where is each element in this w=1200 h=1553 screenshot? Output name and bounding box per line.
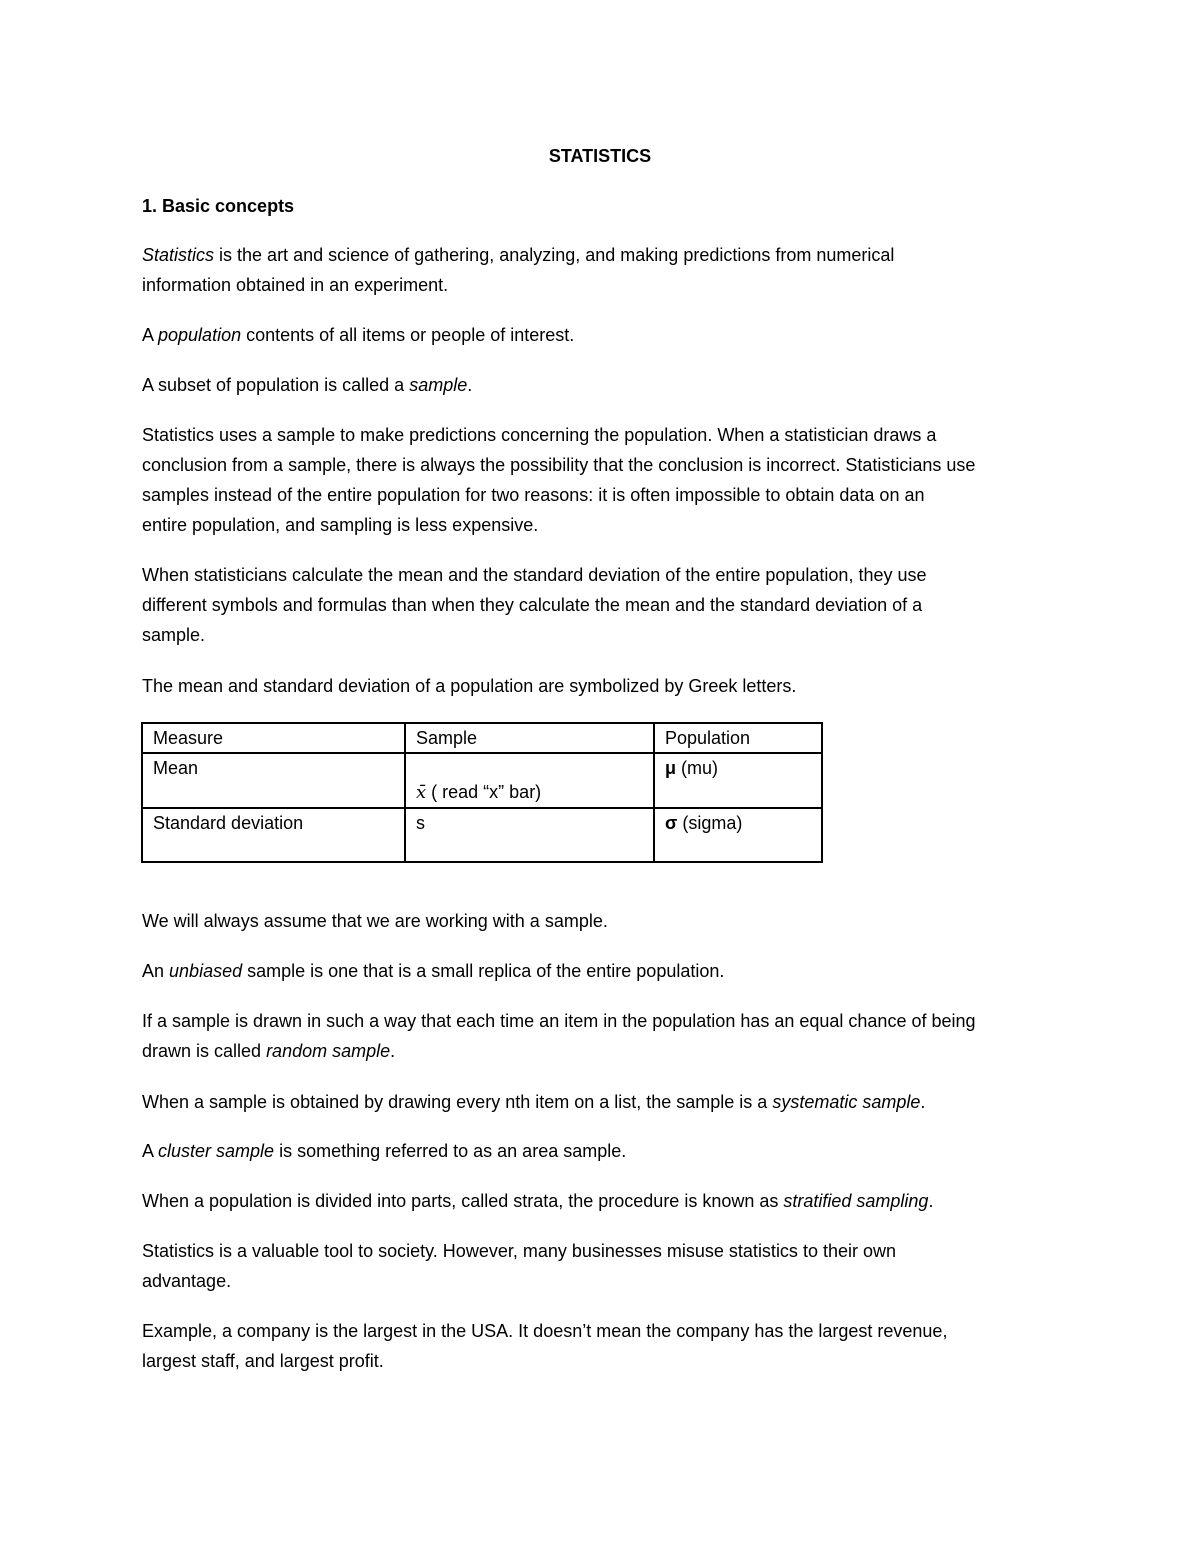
cell-measure: Mean (142, 753, 405, 808)
paragraph-symbols (142, 560, 1072, 650)
paragraph-population (142, 320, 1072, 350)
text-line: largest staff, and largest profit. (142, 1351, 384, 1371)
paragraph-random-sample (142, 1006, 1072, 1066)
paragraph-misuse (142, 1236, 1072, 1296)
term-statistics: Statistics (142, 245, 215, 265)
text-line: Example, a company is the largest in the USA. It doesn’t mean the company has the largest revenue, (142, 1321, 948, 1341)
cell-measure: Standard deviation (142, 808, 405, 862)
text-line: If a sample is drawn in such a way that each time an item in the population has an equal chance of being (142, 1011, 976, 1031)
text: sample is one that is a small replica of the entire population. (242, 961, 725, 981)
table-row (142, 808, 822, 862)
text-line: Statistics is a valuable tool to society. However, many businesses misuse statistics to their own (142, 1241, 896, 1261)
paragraph-stratified-sampling (142, 1186, 1072, 1216)
text: When a sample is obtained by drawing every nth item on a list, the sample is a (142, 1092, 773, 1112)
text-line: When statisticians calculate the mean and the standard deviation of the entire population, they use (142, 565, 927, 585)
symbol-x-bar: x̄ (416, 782, 427, 803)
text-line: entire population, and sampling is less expensive. (142, 515, 539, 535)
paragraph-sampling-reasons (142, 420, 1072, 540)
measures-table (141, 722, 823, 863)
header-population: Population (654, 723, 822, 753)
term-systematic-sample: systematic sample (772, 1092, 921, 1112)
term-unbiased: unbiased (169, 961, 243, 981)
section-heading: 1. Basic concepts (142, 196, 295, 216)
paragraph-systematic-sample (142, 1087, 1072, 1117)
text: . (467, 375, 473, 395)
text: A subset of population is called a (142, 375, 410, 395)
text-line: advantage. (142, 1271, 232, 1291)
symbol-sigma: σ (665, 813, 678, 833)
population-note: (sigma) (677, 813, 743, 833)
paragraph-sample (142, 370, 1072, 400)
text: An (142, 961, 170, 981)
symbol-mu: μ (665, 758, 677, 778)
text-line: samples instead of the entire population for two reasons: it is often impossible to obtain data on an (142, 485, 925, 505)
paragraph-example (142, 1316, 1072, 1376)
header-measure: Measure (142, 723, 405, 753)
text: . (920, 1092, 926, 1112)
term-random-sample: random sample (266, 1041, 391, 1061)
text-line: conclusion from a sample, there is always the possibility that the conclusion is incorrect. Statisticians use (142, 455, 976, 475)
text: . (390, 1041, 396, 1061)
table-header-row (142, 723, 822, 753)
cell-sample (405, 808, 654, 862)
text: information obtained in an experiment. (142, 275, 449, 295)
text: contents of all items or people of interest. (241, 325, 575, 345)
sample-note: ( read “x” bar) (426, 782, 542, 802)
text-line: Statistics uses a sample to make predictions concerning the population. When a statistician draws a (142, 425, 937, 445)
term-cluster-sample: cluster sample (158, 1141, 275, 1161)
paragraph-statistics-definition (142, 240, 1072, 300)
term-sample: sample (409, 375, 468, 395)
cell-population (654, 753, 822, 808)
text: When a population is divided into parts, called strata, the procedure is known as (142, 1191, 784, 1211)
text: is something referred to as an area sample. (274, 1141, 627, 1161)
page-title: STATISTICS (548, 146, 652, 166)
cell-sample (405, 753, 654, 808)
table-row (142, 753, 822, 808)
text: drawn is called (142, 1041, 267, 1061)
term-population: population (158, 325, 242, 345)
text: A (142, 325, 159, 345)
paragraph-cluster-sample (142, 1136, 1072, 1166)
text: A (142, 1141, 159, 1161)
text-line: sample. (142, 625, 206, 645)
header-sample: Sample (405, 723, 654, 753)
text-line: different symbols and formulas than when they calculate the mean and the standard deviation of a (142, 595, 923, 615)
population-note: (mu) (676, 758, 719, 778)
text: is the art and science of gathering, analyzing, and making predictions from numerical (214, 245, 895, 265)
cell-population (654, 808, 822, 862)
paragraph-greek-letters: The mean and standard deviation of a population are symbolized by Greek letters. (142, 676, 797, 696)
text: . (928, 1191, 934, 1211)
symbol-s: s (416, 813, 425, 833)
term-stratified-sampling: stratified sampling (783, 1191, 929, 1211)
paragraph-assume-sample: We will always assume that we are working with a sample. (142, 911, 608, 931)
paragraph-unbiased (142, 956, 1072, 986)
